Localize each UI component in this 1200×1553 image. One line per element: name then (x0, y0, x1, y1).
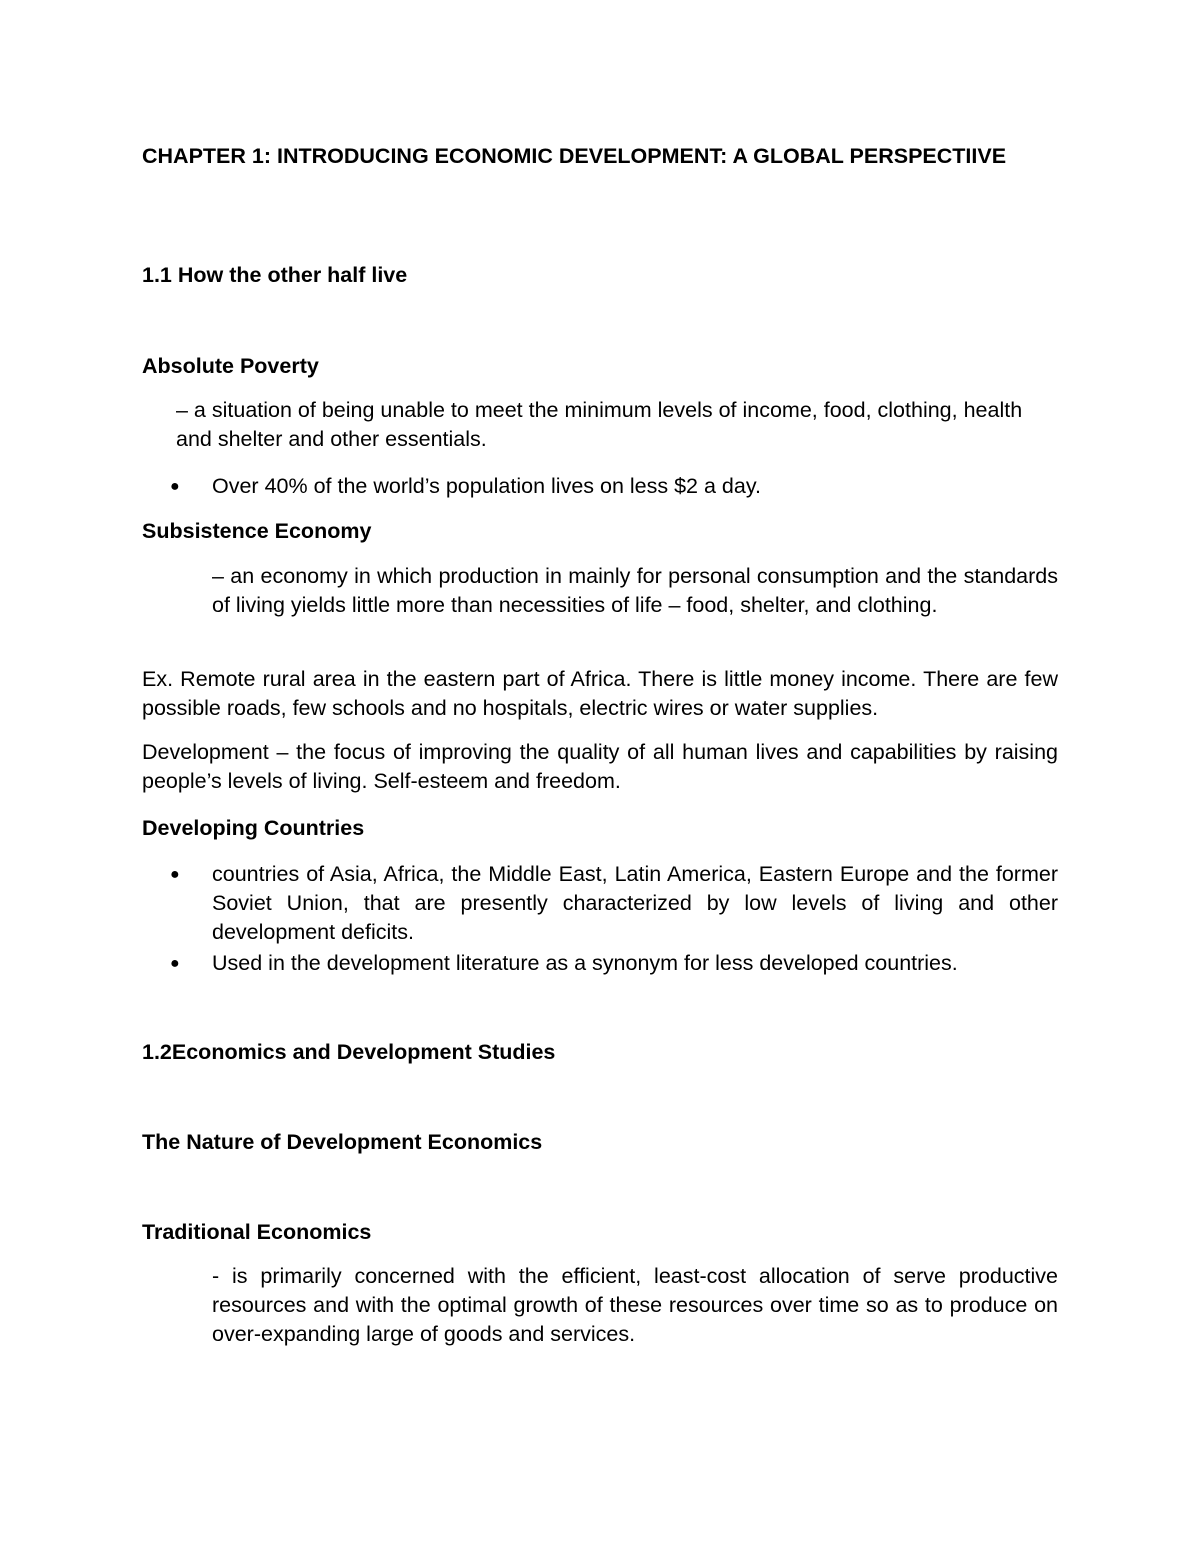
absolute-poverty-heading: Absolute Poverty (142, 354, 319, 378)
development-paragraph: Development – the focus of improving the quality of all human lives and capabilities by raising people’s levels of living. Self-esteem and freedom. (142, 740, 1058, 793)
list-item (170, 860, 1058, 947)
traditional-economics-heading: Traditional Economics (142, 1220, 372, 1244)
bullet-icon: ● (170, 955, 180, 972)
developing-countries-heading: Developing Countries (142, 816, 365, 840)
developing-countries-bullet-2: Used in the development literature as a synonym for less developed countries. (212, 951, 958, 975)
bullet-icon: ● (170, 866, 180, 883)
list-item (170, 472, 1058, 501)
subsistence-economy-heading: Subsistence Economy (142, 519, 372, 543)
section-1-1-heading: 1.1 How the other half live (142, 263, 408, 287)
nature-of-development-economics-heading: The Nature of Development Economics (142, 1130, 543, 1154)
list-item (170, 949, 1058, 978)
subsistence-economy-definition: – an economy in which production in mainly for personal consumption and the standards of living yields little more than necessities of life – food, shelter, and clothing. (212, 564, 1058, 617)
absolute-poverty-definition: – a situation of being unable to meet the minimum levels of income, food, clothing, health and shelter and other essentials. (176, 398, 1023, 451)
traditional-economics-definition: - is primarily concerned with the efficient, least-cost allocation of serve productive resources and with the optimal growth of these resources over time so as to produce on over-expanding large of goods and services. (212, 1264, 1058, 1346)
developing-countries-bullet-1: countries of Asia, Africa, the Middle East, Latin America, Eastern Europe and the former Soviet Union, that are presently characterized by low levels of living and other development deficits. (212, 862, 1058, 944)
bullet-icon: ● (170, 478, 180, 495)
absolute-poverty-bullet: Over 40% of the world’s population lives on less $2 a day. (212, 474, 761, 498)
example-paragraph: Ex. Remote rural area in the eastern part of Africa. There is little money income. There are few possible roads, few schools and no hospitals, electric wires or water supplies. (142, 667, 1058, 720)
section-1-2-heading: 1.2Economics and Development Studies (142, 1040, 556, 1064)
chapter-title: CHAPTER 1: INTRODUCING ECONOMIC DEVELOPMENT: A GLOBAL PERSPECTIIVE (142, 144, 1007, 168)
